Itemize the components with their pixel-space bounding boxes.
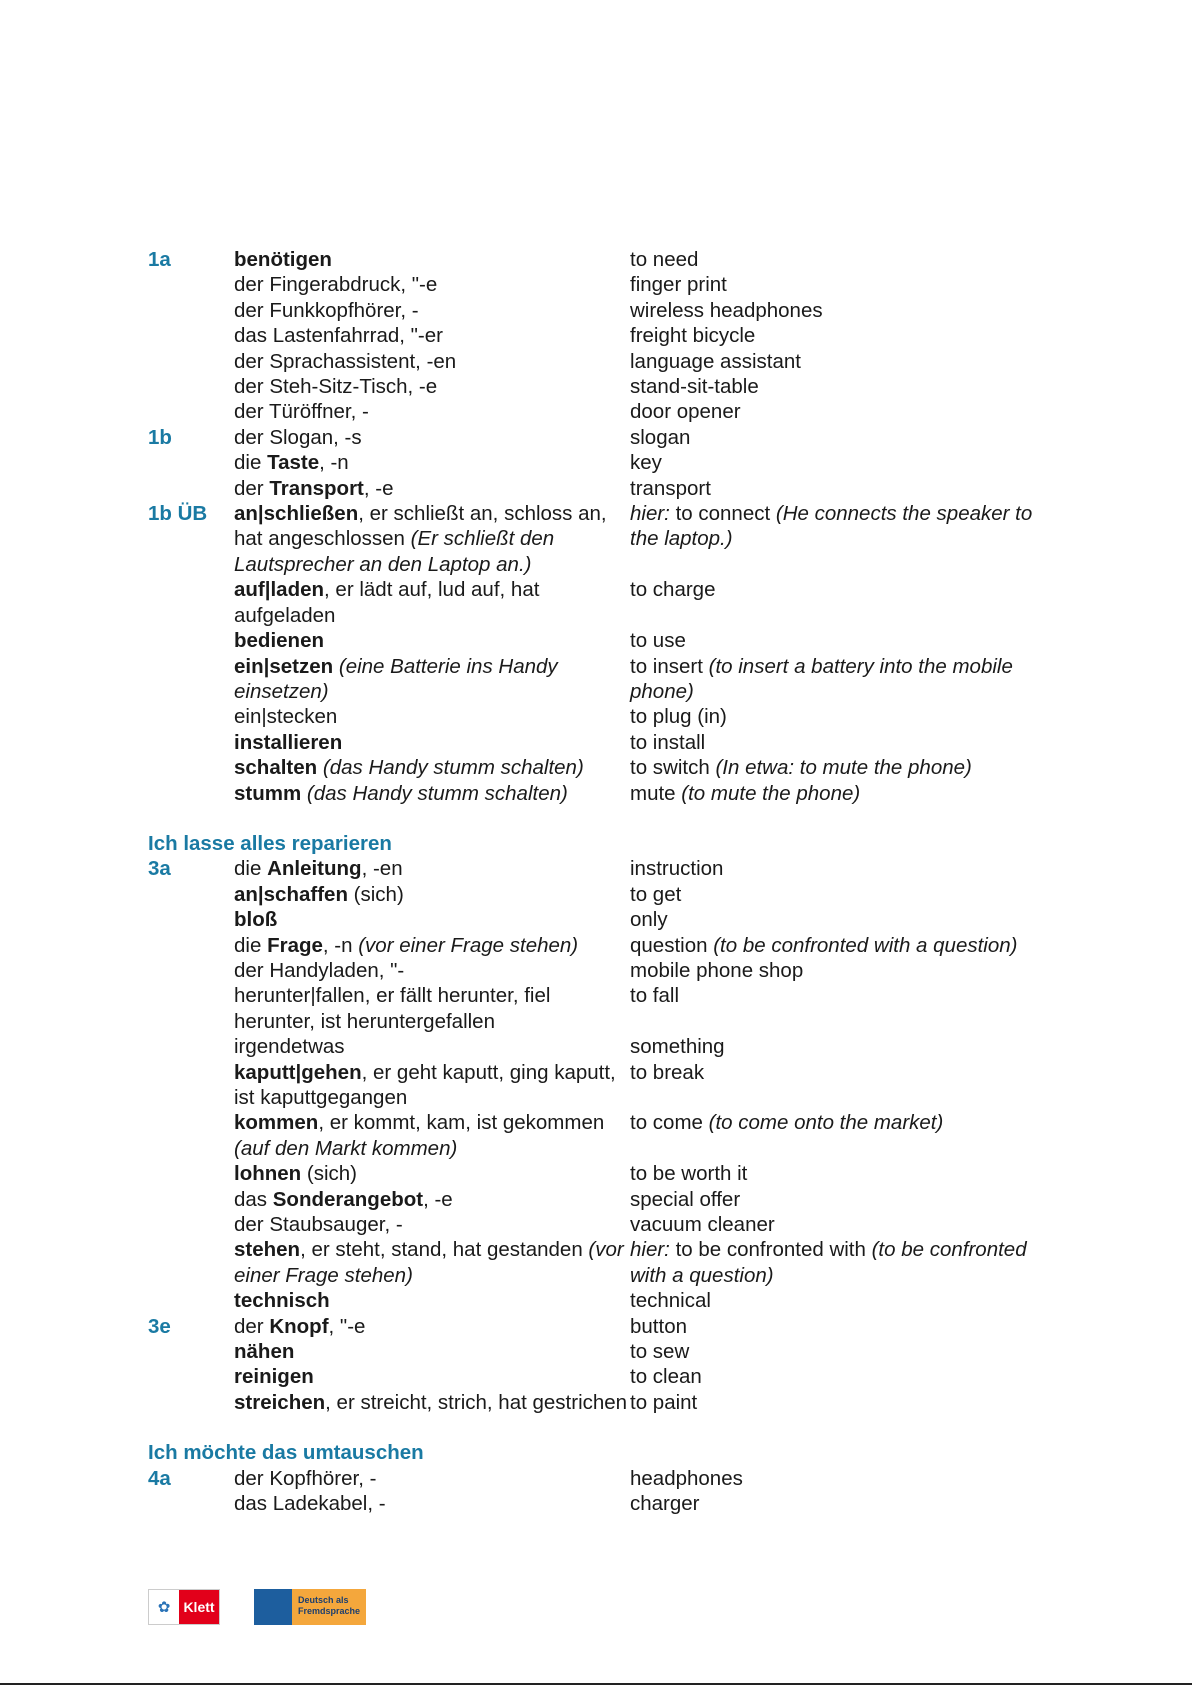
german-term: [234, 349, 630, 374]
english-translation: [630, 730, 1048, 755]
german-term: [234, 1390, 630, 1415]
german-term: [234, 1034, 630, 1059]
german-text-segment: stumm: [234, 781, 302, 805]
english-text-segment: (He connects the speaker to the laptop.): [630, 502, 1033, 551]
english-text-segment: button: [630, 1314, 687, 1338]
german-text-segment: der: [234, 1314, 270, 1338]
german-text-segment: benötigen: [234, 248, 332, 271]
german-term: [234, 577, 630, 628]
german-text-segment: das Ladekabel, -: [234, 1492, 386, 1516]
german-term: [234, 1187, 630, 1212]
german-term: [234, 501, 630, 577]
english-text-segment: hier:: [630, 1238, 670, 1262]
german-term: [234, 704, 630, 729]
german-text-segment: nähen: [234, 1340, 295, 1364]
english-text-segment: something: [630, 1035, 725, 1059]
german-text-segment: der Türöffner, -: [234, 400, 369, 424]
german-term: [234, 907, 630, 932]
german-term: [234, 933, 630, 958]
english-text-segment: freight bicycle: [630, 324, 756, 348]
exercise-label: 1b ÜB: [148, 502, 208, 526]
german-text-segment: der Slogan, -s: [234, 425, 362, 449]
german-term: [234, 1339, 630, 1364]
english-translation: [630, 476, 1048, 501]
german-text-segment: irgendetwas: [234, 1035, 345, 1059]
german-text-segment: (eine Batterie ins Handy einsetzen): [234, 654, 558, 703]
english-translation: [630, 933, 1048, 958]
german-text-segment: (das Handy stumm schalten): [322, 756, 584, 780]
english-translation: [630, 1034, 1048, 1059]
vocab-entry: [148, 323, 1048, 348]
daf-logo: [254, 1589, 366, 1625]
english-text-segment: to break: [630, 1060, 705, 1084]
english-text-segment: special offer: [630, 1187, 741, 1211]
english-text-segment: (to mute the phone): [681, 781, 861, 805]
german-term: [234, 374, 630, 399]
german-text-segment: , er lädt auf, lud auf, hat aufgeladen: [234, 578, 540, 627]
german-term: [234, 425, 630, 450]
english-translation: [630, 501, 1048, 552]
german-text-segment: ein|stecken: [234, 705, 338, 729]
english-text-segment: (to come onto the market): [708, 1111, 944, 1135]
english-text-segment: to switch: [630, 756, 716, 780]
klett-logo-text: Klett: [179, 1590, 219, 1624]
german-text-segment: Anleitung: [267, 857, 362, 881]
english-translation: [630, 1339, 1048, 1364]
german-term: [234, 1237, 630, 1288]
german-text-segment: (Er schließt den Lautsprecher an den Laptop an.): [234, 527, 555, 576]
german-text-segment: die: [234, 451, 268, 475]
german-term: [234, 298, 630, 323]
english-text-segment: wireless headphones: [630, 298, 823, 322]
vocab-entry: [148, 476, 1048, 501]
english-translation: [630, 399, 1048, 424]
section-heading: Ich möchte das umtauschen: [148, 1441, 424, 1465]
vocab-entry: [148, 781, 1048, 806]
english-text-segment: transport: [630, 476, 711, 500]
exercise-label: 4a: [148, 1466, 171, 1490]
german-term: [234, 628, 630, 653]
english-text-segment: to use: [630, 629, 686, 653]
english-translation: [630, 781, 1048, 806]
german-term: [234, 1161, 630, 1186]
english-translation: [630, 755, 1048, 780]
german-term: [234, 1314, 630, 1339]
vocab-entry: [148, 654, 1048, 705]
german-text-segment: Sonderangebot: [272, 1187, 424, 1211]
english-translation: [630, 628, 1048, 653]
german-text-segment: Transport: [269, 476, 364, 500]
exercise-label: 3e: [148, 1314, 171, 1338]
english-text-segment: to be confronted with: [669, 1238, 872, 1262]
german-term: [234, 450, 630, 475]
german-term: [234, 1491, 630, 1516]
german-term: [234, 476, 630, 501]
vocab-entry: [148, 933, 1048, 958]
english-text-segment: door opener: [630, 400, 741, 424]
german-text-segment: die: [234, 857, 268, 881]
german-text-segment: , er schließt an, schloss an, hat angeschlossen: [234, 502, 607, 551]
german-text-segment: , er streicht, strich, hat gestrichen: [325, 1390, 628, 1414]
vocab-entry: [148, 1364, 1048, 1389]
english-translation: [630, 1212, 1048, 1237]
german-term: [234, 1364, 630, 1389]
german-text-segment: technisch: [234, 1289, 330, 1313]
vocab-entry: [148, 755, 1048, 780]
section-heading: Ich lasse alles reparieren: [148, 831, 392, 855]
german-text-segment: der: [234, 476, 270, 500]
english-text-segment: stand-sit-table: [630, 375, 759, 399]
english-translation: [630, 1288, 1048, 1313]
german-text-segment: stehen: [234, 1238, 301, 1262]
german-text-segment: , -e: [423, 1187, 453, 1211]
german-text-segment: der Handyladen, "-: [234, 958, 405, 982]
vocab-entry: [148, 1034, 1048, 1059]
vocab-entry: [148, 907, 1048, 932]
german-term: [234, 856, 630, 881]
german-text-segment: (vor einer Frage stehen): [234, 1238, 624, 1287]
english-translation: [630, 983, 1048, 1008]
german-term: [234, 755, 630, 780]
english-text-segment: finger print: [630, 273, 727, 297]
english-translation: [630, 1237, 1048, 1288]
english-translation: [630, 1364, 1048, 1389]
german-term: [234, 1110, 630, 1161]
german-text-segment: , -n: [322, 933, 359, 957]
english-text-segment: to charge: [630, 578, 716, 602]
german-text-segment: der Kopfhörer, -: [234, 1466, 377, 1490]
german-text-segment: die: [234, 933, 268, 957]
english-translation: [630, 704, 1048, 729]
german-text-segment: , er steht, stand, hat gestanden: [300, 1238, 589, 1262]
english-text-segment: to install: [630, 730, 706, 754]
english-translation: [630, 1187, 1048, 1212]
german-text-segment: lohnen: [234, 1162, 302, 1186]
german-text-segment: der Fingerabdruck, "-e: [234, 273, 438, 297]
vocab-entry: [148, 1110, 1048, 1161]
klett-logo-mark-icon: ✿: [149, 1590, 179, 1624]
english-text-segment: key: [630, 451, 662, 475]
english-translation: [630, 247, 1048, 272]
german-term: [234, 1466, 630, 1491]
german-text-segment: bloß: [234, 908, 278, 932]
english-text-segment: mobile phone shop: [630, 958, 804, 982]
german-term: [234, 730, 630, 755]
english-translation: [630, 298, 1048, 323]
klett-logo: [148, 1589, 220, 1625]
german-text-segment: bedienen: [234, 629, 324, 653]
german-text-segment: streichen: [234, 1390, 326, 1414]
english-text-segment: to paint: [630, 1390, 698, 1414]
vocab-entry: [148, 856, 1048, 881]
english-text-segment: headphones: [630, 1466, 743, 1490]
english-text-segment: to clean: [630, 1365, 702, 1389]
german-text-segment: das: [234, 1187, 273, 1211]
exercise-label: 3a: [148, 857, 171, 881]
english-translation: [630, 425, 1048, 450]
english-text-segment: only: [630, 908, 668, 932]
english-text-segment: (In etwa: to mute the phone): [715, 756, 972, 780]
english-text-segment: to get: [630, 882, 682, 906]
vocab-entry: [148, 1212, 1048, 1237]
german-term: [234, 399, 630, 424]
vocab-entry: [148, 247, 1048, 272]
german-text-segment: der Funkkopfhörer, -: [234, 298, 419, 322]
german-term: [234, 1060, 630, 1111]
english-text-segment: to fall: [630, 984, 679, 1008]
german-text-segment: der Staubsauger, -: [234, 1213, 403, 1237]
german-text-segment: (sich): [347, 882, 404, 906]
german-text-segment: , er kommt, kam, ist gekommen: [318, 1111, 605, 1135]
vocab-entry: [148, 450, 1048, 475]
english-translation: [630, 1060, 1048, 1085]
german-term: [234, 272, 630, 297]
german-text-segment: das Lastenfahrrad, "-er: [234, 324, 443, 348]
german-term: [234, 323, 630, 348]
english-translation: [630, 577, 1048, 602]
vocabulary-list: [148, 247, 1048, 1517]
german-text-segment: reinigen: [234, 1365, 314, 1389]
german-text-segment: schalten: [234, 756, 318, 780]
english-text-segment: to connect: [669, 502, 776, 526]
german-text-segment: , "-e: [328, 1314, 366, 1338]
english-translation: [630, 654, 1048, 705]
vocab-entry: [148, 1466, 1048, 1491]
english-text-segment: vacuum cleaner: [630, 1213, 775, 1237]
vocab-entry: [148, 374, 1048, 399]
english-translation: [630, 450, 1048, 475]
vocab-entry: [148, 882, 1048, 907]
daf-logo-block: [254, 1589, 292, 1625]
german-text-segment: (vor einer Frage stehen): [358, 933, 579, 957]
vocab-entry: [148, 501, 1048, 577]
english-translation: [630, 882, 1048, 907]
vocab-entry: [148, 1491, 1048, 1516]
vocab-entry: [148, 298, 1048, 323]
english-text-segment: (to insert a battery into the mobile phone): [630, 654, 1013, 703]
english-translation: [630, 272, 1048, 297]
vocab-entry: [148, 1314, 1048, 1339]
vocab-entry: [148, 983, 1048, 1034]
german-text-segment: (das Handy stumm schalten): [306, 781, 568, 805]
english-text-segment: to sew: [630, 1340, 690, 1364]
exercise-label: 1b: [148, 425, 172, 449]
vocab-entry: [148, 628, 1048, 653]
german-term: [234, 1212, 630, 1237]
vocab-entry: [148, 704, 1048, 729]
german-text-segment: , -en: [361, 857, 403, 881]
vocab-entry: [148, 1390, 1048, 1415]
german-term: [234, 958, 630, 983]
vocab-entry: [148, 1339, 1048, 1364]
german-text-segment: auf|laden: [234, 578, 325, 602]
english-text-segment: slogan: [630, 425, 691, 449]
german-text-segment: an|schaffen: [234, 882, 348, 906]
german-text-segment: , -e: [363, 476, 394, 500]
vocab-entry: [148, 1060, 1048, 1111]
german-term: [234, 882, 630, 907]
english-translation: [630, 1390, 1048, 1415]
english-translation: [630, 1466, 1048, 1491]
german-text-segment: herunter|fallen, er fällt herunter, fiel herunter, ist heruntergefallen: [234, 984, 551, 1033]
vocab-entry: [148, 958, 1048, 983]
english-translation: [630, 349, 1048, 374]
vocab-entry: [148, 425, 1048, 450]
english-translation: [630, 1314, 1048, 1339]
english-text-segment: to need: [630, 248, 699, 271]
german-text-segment: Knopf: [269, 1314, 329, 1338]
vocab-entry: [148, 1161, 1048, 1186]
english-translation: [630, 1161, 1048, 1186]
german-text-segment: (sich): [301, 1162, 357, 1186]
vocab-entry: [148, 1187, 1048, 1212]
english-text-segment: charger: [630, 1492, 700, 1516]
english-text-segment: to come: [630, 1111, 709, 1135]
english-translation: [630, 323, 1048, 348]
vocab-entry: [148, 399, 1048, 424]
english-text-segment: mute: [630, 781, 682, 805]
german-term: [234, 781, 630, 806]
german-term: [234, 983, 630, 1034]
german-term: [234, 247, 630, 272]
german-text-segment: installieren: [234, 730, 343, 754]
english-text-segment: language assistant: [630, 349, 801, 373]
english-text-segment: question: [630, 933, 714, 957]
english-translation: [630, 907, 1048, 932]
german-term: [234, 654, 630, 705]
english-text-segment: to be worth it: [630, 1162, 748, 1186]
german-text-segment: kaputt|gehen: [234, 1060, 362, 1084]
english-translation: [630, 1110, 1048, 1135]
german-text-segment: , er geht kaputt, ging kaputt, ist kaputtgegangen: [234, 1060, 616, 1109]
vocab-entry: [148, 349, 1048, 374]
english-text-segment: hier:: [630, 502, 670, 526]
german-text-segment: ein|setzen: [234, 654, 334, 678]
german-text-segment: an|schließen: [234, 502, 359, 526]
english-text-segment: to plug (in): [630, 705, 727, 729]
english-text-segment: (to be confronted with a question): [630, 1238, 1027, 1287]
english-translation: [630, 958, 1048, 983]
german-text-segment: der Sprachassistent, -en: [234, 349, 457, 373]
vocab-entry: [148, 730, 1048, 755]
vocab-entry: [148, 272, 1048, 297]
english-text-segment: (to be confronted with a question): [713, 933, 1018, 957]
german-text-segment: (auf den Markt kommen): [234, 1136, 458, 1160]
german-text-segment: , -n: [319, 451, 349, 475]
english-translation: [630, 1491, 1048, 1516]
daf-logo-text: Deutsch als Fremdsprache: [292, 1589, 366, 1625]
vocab-entry: [148, 577, 1048, 628]
german-term: [234, 1288, 630, 1313]
english-translation: [630, 374, 1048, 399]
vocab-entry: [148, 1288, 1048, 1313]
english-text-segment: technical: [630, 1289, 711, 1313]
exercise-label: 1a: [148, 248, 171, 271]
german-text-segment: der Steh-Sitz-Tisch, -e: [234, 375, 438, 399]
english-translation: [630, 856, 1048, 881]
german-text-segment: kommen: [234, 1111, 319, 1135]
german-text-segment: Frage: [267, 933, 323, 957]
english-text-segment: instruction: [630, 857, 724, 881]
english-text-segment: to insert: [630, 654, 709, 678]
vocab-entry: [148, 1237, 1048, 1288]
german-text-segment: Taste: [267, 451, 320, 475]
